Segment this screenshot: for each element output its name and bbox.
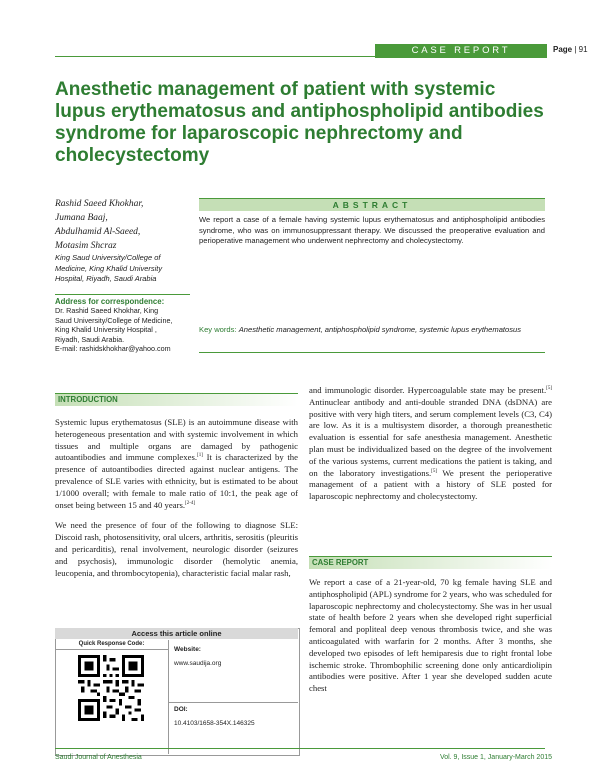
- right-column-top: [309, 385, 552, 512]
- right-column-case: [309, 577, 552, 704]
- citation[interactable]: [5]: [431, 468, 437, 474]
- page-number: [553, 45, 588, 54]
- abstract-text: We report a case of a female having systemic lupus erythematosus and antiphospholipid antibodies syndrome, who was on immunosuppressant therapy. We discussed the preoperative evaluation and perioperative management who underwent nephrectomy and cholecystectomy.: [199, 215, 545, 246]
- intro-text: It is characterized by the presence of autoantibodies directed against nuclear antigens. The prevalence of SLE varies with ethnicity, but is estimated to be about 1/1000 overall; with female to male ratio of 10:1, the peak age of onset being between 15 and 40 years.: [55, 452, 298, 510]
- doi-link[interactable]: 10.4103/1658-354X.146325: [174, 720, 255, 727]
- intro-text: Systemic lupus erythematosus (SLE) is an autoimmune disease with heterogeneous presentation and with systemic involvement in which tissues and multiple organs are damaged by pathogenic autoantibodies and immune complexes.: [55, 417, 298, 463]
- case-paragraph: We report a case of a 21-year-old, 70 kg female having SLE and antiphospholipid (APL) syndrome for 2 years, who was scheduled for laparoscopic nephrectomy and cholecystectomy. She was in her usual state of health before 2 years when she developed right superficial femoral and popliteal deep venous thrombosis twice, and she was anticoagulated with warfarin for 2 months. After 3 months, she developed two episodes of left hemiparesis due to right frontal lobe ischemic stroke. Thrombophilic screening done only anticardiolipin antibodies were positive. After 1 year she developed sudden acute chest: [309, 577, 552, 694]
- issue-info: Vol. 9, Issue 1, January-March 2015: [439, 754, 552, 761]
- introduction-column: [55, 417, 298, 588]
- author: Rashid Saeed Khokhar,: [55, 199, 144, 209]
- abstract-heading: ABSTRACT: [199, 198, 545, 211]
- keywords-list: Anesthetic management, antiphospholipid syndrome, systemic lupus erythematosus: [238, 325, 522, 334]
- author: Motasim Shcraz: [55, 241, 117, 251]
- affiliation: King Saud University/College of Medicine, King Khalid University Hospital, Riyadh, Saudi Arabia: [55, 253, 163, 283]
- introduction-paragraph-1: [55, 417, 298, 511]
- author: Jumana Baaj,: [55, 213, 108, 223]
- keywords: [199, 325, 545, 335]
- case-report-heading: CASE REPORT: [309, 556, 552, 569]
- correspondence-line: King Khalid University Hospital ,: [55, 325, 157, 335]
- keywords-label: Key words:: [199, 325, 237, 334]
- access-box-divider: [169, 702, 298, 703]
- doi-label: DOI:: [174, 706, 188, 713]
- author: Abdulhamid Al-Saeed,: [55, 227, 141, 237]
- qr-code[interactable]: [78, 655, 144, 721]
- qr-code-label: Quick Response Code:: [55, 640, 168, 650]
- access-box-title: Access this article online: [55, 628, 298, 639]
- introduction-paragraph-2: We need the presence of four of the following to diagnose SLE: Discoid rash, photosensitivity, oral ulcers, arthritis, serositis (pleuritis and pericarditis), renal involvement, neurologic disorder (seizures and psychosis), immunologic disorder (hemolytic anemia, leucopenia, and thrombocytopenia), characteristic facial malar rash,: [55, 520, 298, 578]
- footer-rule: [55, 748, 545, 749]
- citation[interactable]: [2-4]: [185, 500, 196, 506]
- correspondence-email[interactable]: E-mail: rashidskhokhar@yahoo.com: [55, 344, 171, 354]
- correspondence-line: Saud University/College of Medicine,: [55, 315, 173, 325]
- right-paragraph-1: [309, 385, 552, 503]
- website-label: Website:: [174, 646, 201, 653]
- body-text: We present the perioperative management of a patient with a history of SLE posted for laparoscopic nephrectomy and cholecystectomy.: [309, 467, 553, 502]
- access-box-divider: [168, 640, 169, 754]
- citation[interactable]: [1]: [197, 453, 203, 459]
- body-text: and immunologic disorder. Hypercoagulable state may be present.: [309, 385, 547, 395]
- citation[interactable]: [5]: [546, 386, 552, 392]
- page-number-value: | 91: [574, 45, 588, 54]
- journal-name: Saudi Journal of Anesthesia: [55, 754, 142, 761]
- introduction-heading: INTRODUCTION: [55, 393, 298, 406]
- author-list: [55, 197, 190, 253]
- section-banner: CASE REPORT: [375, 44, 547, 58]
- page-word: Page: [553, 45, 573, 54]
- keywords-rule: [199, 352, 545, 353]
- website-link[interactable]: www.saudija.org: [174, 660, 222, 667]
- correspondence-block: [55, 297, 195, 353]
- article-title: Anesthetic management of patient with systemic lupus erythematosus and antiphospholipid antibodies syndrome for laparoscopic nephrectomy and cholecystectomy: [55, 79, 544, 166]
- correspondence-line: Riyadh, Saudi Arabia.: [55, 334, 125, 344]
- correspondence-heading: Address for correspondence:: [55, 297, 165, 306]
- header-rule: [55, 56, 375, 57]
- body-text: Antinuclear antibody and anti-double stranded DNA (dsDNA) are positive with very high titers, and serum complement levels (C3, C4) are low. As it is a multisystem disorder, a thorough preanesthetic evaluation is essential for safe anesthesia management. Anesthetic plan must be individualized based on the degree of the involvement of the various systems, current medications the patient is taking, and on the laboratory investigations.: [309, 396, 552, 478]
- correspondence-rule: [55, 294, 190, 295]
- correspondence-line: Dr. Rashid Saeed Khokhar, King: [55, 306, 159, 316]
